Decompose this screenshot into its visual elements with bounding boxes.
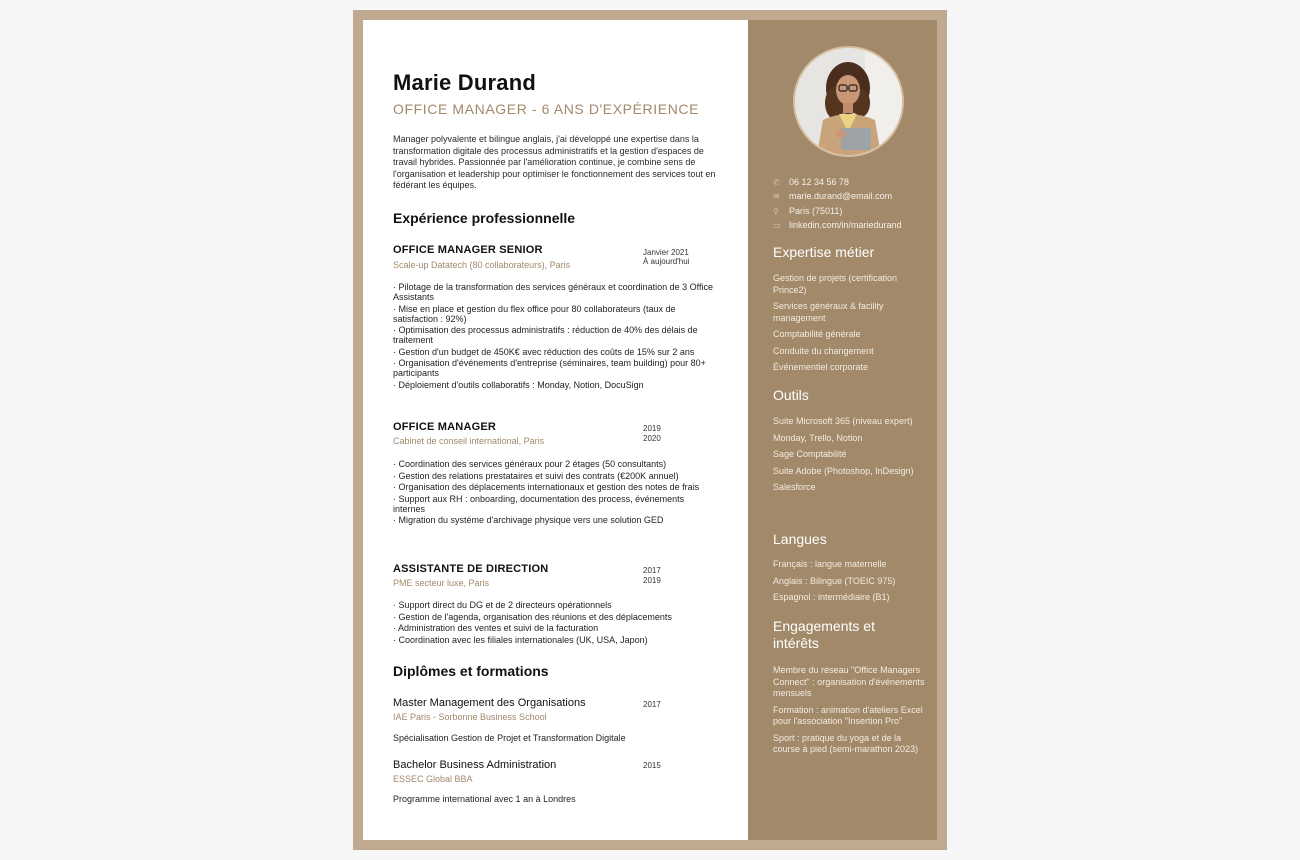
engagements-list [773, 665, 928, 761]
list-item: Suite Microsoft 365 (niveau expert) [773, 416, 913, 426]
job-bullet: · Mise en place et gestion du flex office pour 80 collaborateurs (taux de satisfaction : 92%) [393, 304, 717, 324]
list-item: Sage Comptabilité [773, 449, 847, 459]
degree-description: Programme international avec 1 an à Londres [393, 794, 576, 804]
contact-email[interactable] [773, 191, 892, 201]
candidate-name: Marie Durand [393, 70, 536, 95]
list-item: Anglais : Bilingue (TOEIC 975) [773, 575, 896, 586]
expertise-section-title: Expertise métier [773, 244, 875, 260]
list-item: Gestion de projets (certification Prince2) [773, 273, 898, 295]
degree-year: 2015 [643, 761, 661, 770]
job-bullet: · Support direct du DG et de 2 directeurs opérationnels [393, 600, 717, 610]
job-bullet: · Coordination avec les filiales internationales (UK, USA, Japon) [393, 635, 717, 645]
engagements-section-title: Engagements et intérêts [773, 618, 875, 651]
job-company: PME secteur luxe, Paris [393, 578, 490, 588]
job-bullet: · Organisation des déplacements internationaux et gestion des notes de frais [393, 482, 717, 492]
job-bullet: · Support aux RH : onboarding, documentation des process, événements internes [393, 494, 717, 514]
experience-section-title: Expérience professionnelle [393, 210, 576, 226]
list-item: Monday, Trello, Notion [773, 432, 863, 443]
list-item: Services généraux & facility management [773, 301, 884, 323]
list-item: Suite Adobe (Photoshop, InDesign) [773, 465, 914, 476]
languages-list [773, 559, 928, 609]
degree-description: Spécialisation Gestion de Projet et Transformation Digitale [393, 733, 626, 743]
list-item: Formation : animation d'ateliers Excel pour l'association "Insertion Pro" [773, 704, 923, 726]
job-bullet: · Gestion des relations prestataires et suivi des contrats (€200K annuel) [393, 471, 717, 481]
job-date-start: Janvier 2021 [643, 248, 689, 257]
job-bullet: · Déploiement d'outils collaboratifs : Monday, Notion, DocuSign [393, 380, 717, 390]
list-item: Sport : pratique du yoga et de la course à pied (semi-marathon 2023) [773, 732, 919, 754]
list-item: Événementiel corporate [773, 362, 869, 372]
email-icon: ✉ [773, 191, 780, 201]
list-item: Membre du réseau "Office Managers Connect" : organisation d'événements mensuels [773, 665, 925, 698]
job-bullet: · Gestion de l'agenda, organisation des réunions et des déplacements [393, 612, 717, 622]
location-icon: ⚲ [773, 206, 779, 216]
avatar-portrait-image [795, 48, 902, 155]
job-date-start: 2019 [643, 424, 661, 433]
job-bullet: · Optimisation des processus administratifs : réduction de 40% des délais de traitement [393, 325, 717, 345]
job-company: Scale-up Datatech (80 collaborateurs), Paris [393, 260, 571, 270]
contact-email-text: marie.durand@email.com [789, 191, 893, 201]
expertise-list [773, 273, 928, 379]
list-item: Français : langue maternelle [773, 559, 887, 569]
candidate-headline: OFFICE MANAGER - 6 ANS D'EXPÉRIENCE [393, 101, 700, 117]
job-bullet: · Organisation d'événements d'entreprise (séminaires, team building) pour 80+ participants [393, 358, 717, 378]
list-item: Espagnol : intermédiaire (B1) [773, 592, 890, 602]
contact-location-text: Paris (75011) [789, 206, 843, 216]
degree-title: Bachelor Business Administration [393, 759, 557, 771]
job-bullet: · Coordination des services généraux pour 2 étages (50 consultants) [393, 459, 717, 469]
degree-title: Master Management des Organisations [393, 697, 586, 709]
list-item: Salesforce [773, 482, 816, 492]
job-date-end: À aujourd'hui [643, 257, 690, 266]
contact-phone-text: 06 12 34 56 78 [789, 177, 850, 187]
contact-linkedin-text: linkedin.com/in/mariedurand [789, 220, 902, 230]
degree-school: ESSEC Global BBA [393, 774, 473, 784]
list-item: Comptabilité générale [773, 329, 861, 339]
job-bullet: · Gestion d'un budget de 450K€ avec réduction des coûts de 15% sur 2 ans [393, 347, 717, 357]
education-section-title: Diplômes et formations [393, 663, 549, 679]
contact-location [773, 206, 842, 216]
resume-sidebar [748, 20, 937, 840]
job-date-end: 2020 [643, 434, 661, 443]
job-bullet: · Migration du système d'archivage physique vers une solution GED [393, 515, 717, 525]
job-bullet-list [393, 600, 717, 646]
contact-linkedin[interactable] [773, 220, 902, 230]
job-bullet: · Pilotage de la transformation des services généraux et coordination de 3 Office Assistants [393, 282, 717, 302]
job-title: OFFICE MANAGER [393, 421, 497, 433]
languages-section-title: Langues [773, 531, 827, 547]
job-company: Cabinet de conseil international, Paris [393, 436, 545, 446]
tools-section-title: Outils [773, 387, 809, 403]
job-date-end: 2019 [643, 576, 661, 585]
job-title: OFFICE MANAGER SENIOR [393, 244, 543, 256]
degree-year: 2017 [643, 700, 661, 709]
resume-main-column [363, 20, 748, 840]
avatar [793, 46, 904, 157]
contact-phone[interactable] [773, 177, 849, 187]
job-title: ASSISTANTE DE DIRECTION [393, 563, 549, 575]
job-date-start: 2017 [643, 566, 661, 575]
job-bullet: · Administration des ventes et suivi de la facturation [393, 623, 717, 633]
list-item: Conduite du changement [773, 345, 874, 356]
tools-list [773, 416, 928, 499]
degree-school: IAE Paris - Sorbonne Business School [393, 712, 547, 722]
linkedin-icon: ▭ [773, 220, 781, 230]
job-bullet-list [393, 282, 717, 391]
phone-icon: ✆ [773, 177, 780, 187]
job-bullet-list [393, 459, 717, 527]
profile-summary: Manager polyvalente et bilingue anglais, j'ai développé une expertise dans la transformation digitale des processus administratifs et la gestion d'espaces de travail hybrides. Passionnée par l'amélioration continue, je combine sens de l'organisation et leadership pour optimiser le fonctionnement des services tout en fédérant les équipes. [393, 134, 716, 190]
